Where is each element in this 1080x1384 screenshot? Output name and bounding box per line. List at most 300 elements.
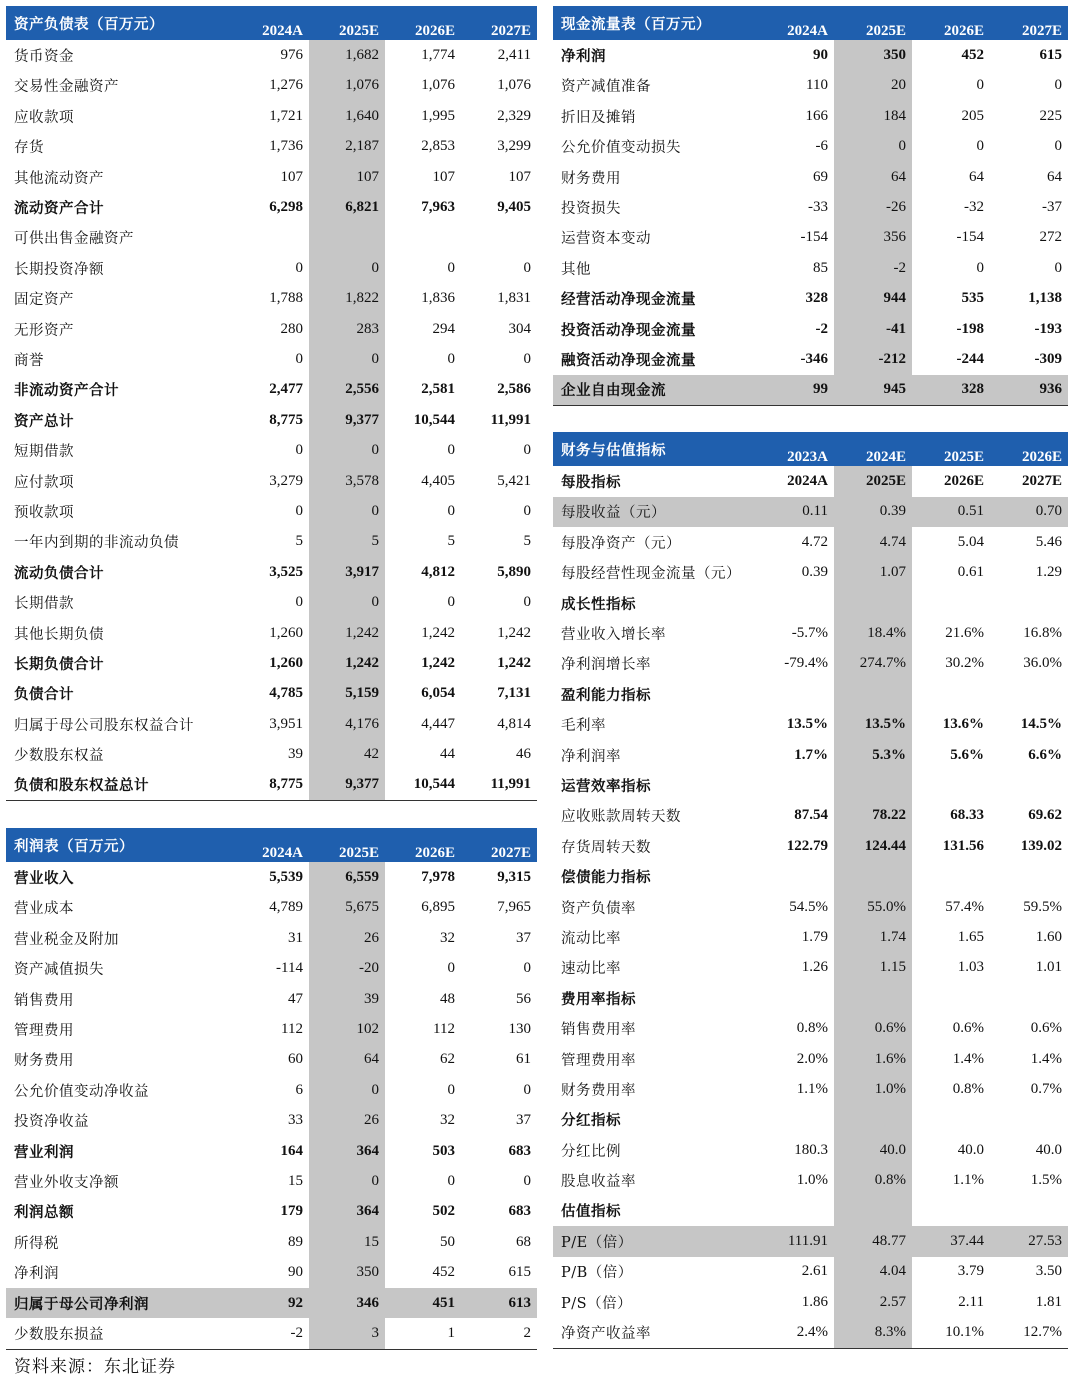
cell-value: 1.0% [834,1074,912,1104]
row-label: 融资活动净现金流量 [561,351,696,369]
cell-value [912,1196,990,1226]
cell-value [912,1105,990,1135]
cell-value: 944 [834,284,912,314]
table-row [6,192,537,222]
year-header: 2026E [385,6,461,40]
cell-value: -346 [800,350,828,367]
table-row [553,71,1068,101]
cell-value: 90 [288,1264,303,1281]
cell-value: 364 [309,1197,385,1227]
cell-value: 9,405 [497,199,531,216]
cell-value: 502 [432,1203,455,1220]
cell-value: 15 [288,1172,303,1189]
cell-value: 0.7% [1030,1080,1062,1097]
table-row [553,710,1068,740]
cell-value: 112 [433,1021,455,1038]
cell-value: 5.6% [950,746,984,763]
row-label: 营业收入增长率 [561,627,666,644]
table-row [553,132,1068,162]
cell-value: -154 [800,229,828,246]
cell-value: 107 [280,168,303,185]
cell-value: 1,076 [497,77,531,94]
cell-value: 0.8% [796,1020,828,1037]
year-header: 2023A [756,432,834,466]
table-row [6,618,537,648]
cell-value [756,679,834,709]
table-row [553,1317,1068,1348]
row-label: 财务费用 [561,170,621,187]
cell-value: 1.15 [834,953,912,983]
table-row [6,162,537,192]
row-label: 非流动资产合计 [14,382,119,400]
cell-value: 3,578 [309,466,385,496]
cell-value: 4,176 [309,709,385,739]
cell-value: 13.5% [786,716,828,733]
cell-value: 2,477 [269,381,303,398]
row-label: 盈利能力指标 [561,686,651,704]
row-label: 少数股东权益 [14,748,104,765]
row-label: 交易性金融资产 [14,79,119,96]
cell-value: 1,076 [421,77,455,94]
cell-value: 0 [1054,77,1062,94]
row-label: 净资产收益率 [553,1317,756,1348]
cell-value: 4.04 [834,1257,912,1287]
cell-value: -37 [1042,199,1062,216]
row-label: 营业税金及附加 [14,931,119,948]
cell-value: 78.22 [834,801,912,831]
row-label: 财务费用率 [561,1082,636,1099]
cell-value: 0.39 [801,564,828,581]
cell-value: 1,242 [497,654,531,671]
table-title: 现金流量表（百万元） [553,6,756,40]
cell-value: 3,917 [309,557,385,587]
cell-value: 42 [309,739,385,769]
cell-value: 0 [309,253,385,283]
row-label: 速动比率 [561,961,621,978]
table-row [553,192,1068,222]
cell-value [756,588,834,618]
table-row [553,558,1068,588]
cell-value: 39 [309,984,385,1014]
cell-value: -309 [1034,350,1062,367]
row-label: 投资损失 [561,201,621,218]
cell-value: 111.91 [756,1226,834,1256]
row-label: 经营活动净现金流量 [561,291,696,309]
cell-value [990,770,1068,800]
cell-value: 57.4% [945,898,984,915]
table-row [6,527,537,557]
cell-value: 1.0% [796,1172,828,1189]
cell-value: 0 [309,1075,385,1105]
cell-value: 1,242 [421,654,455,671]
cell-value: 0 [1054,138,1062,155]
cell-value: 30.2% [945,655,984,672]
cell-value: 0 [976,77,984,94]
year-header: 2026E [385,828,461,862]
table-row [553,497,1068,527]
row-label: 公允价值变动损失 [561,140,681,157]
cell-value: 2025E [834,466,912,496]
row-label: 存货周转天数 [561,839,651,856]
row-label: 销售费用 [14,992,74,1009]
cell-value: 1,788 [269,290,303,307]
cell-value: 10.1% [912,1317,990,1348]
cell-value: 0 [447,259,455,276]
cell-value [834,1196,912,1226]
table-row [6,557,537,587]
cell-value: 31 [288,929,303,946]
cell-value: 166 [805,107,828,124]
cell-value: 5,421 [497,472,531,489]
cell-value: 1,242 [497,624,531,641]
row-label: 存货 [14,140,44,157]
cell-value: 2.0% [796,1050,828,1067]
cell-value: 1.65 [957,928,984,945]
table-row [553,223,1068,253]
cell-value: 11,991 [461,770,537,801]
table-row [6,71,537,101]
cell-value: 1.1% [952,1172,984,1189]
income-statement-table [6,828,537,1350]
cell-value: 4.72 [801,533,828,550]
cell-value [912,588,990,618]
table-row [553,527,1068,557]
table-row [6,1166,537,1196]
row-label: 资产减值损失 [14,962,104,979]
cell-value: 1.03 [957,959,984,976]
row-label: 分红指标 [561,1112,621,1130]
cell-value: 54.5% [789,898,828,915]
cell-value: 1.79 [801,928,828,945]
cell-value: 61 [516,1051,531,1068]
cell-value: 10,544 [385,770,461,801]
cell-value: 1,276 [269,77,303,94]
cell-value: 48 [440,990,455,1007]
table-row [553,831,1068,861]
cell-value: 13.5% [834,710,912,740]
row-label: 固定资产 [14,292,74,309]
cell-value: 18.4% [834,618,912,648]
cell-value: 1,076 [309,71,385,101]
table-row [553,40,1068,70]
cell-value: 1,774 [421,47,455,64]
cell-value: 4,814 [497,715,531,732]
row-label: P/E（倍） [553,1226,756,1256]
cell-value: 9,315 [497,869,531,886]
table-row [6,648,537,678]
cell-value: 0 [295,594,303,611]
cell-value: 1.5% [1030,1172,1062,1189]
cell-value: 5.3% [834,740,912,770]
cell-value [834,770,912,800]
cell-value: 2 [461,1318,537,1349]
table-header-row [553,432,1068,466]
cell-value: 0.70 [990,497,1068,527]
cell-value: 5.46 [1035,533,1062,550]
cell-value: 0 [447,502,455,519]
cell-value: 1,260 [269,654,303,671]
cell-value: 85 [813,259,828,276]
cell-value: 2,853 [421,138,455,155]
cell-value: 5 [447,533,455,550]
cell-value: 36.0% [1023,655,1062,672]
cell-value: 0 [523,259,531,276]
row-label: 股息收益率 [561,1174,636,1191]
cell-value: 180.3 [794,1141,828,1158]
ratios-table [553,432,1068,1349]
row-label: 预收款项 [14,504,74,521]
table-row [6,223,537,253]
cell-value: -6 [815,138,828,155]
cell-value: -154 [956,229,984,246]
cell-value: 1,242 [309,618,385,648]
table-row [553,1226,1068,1256]
table-row [553,1013,1068,1043]
cell-value: 107 [309,162,385,192]
year-header: 2025E [834,6,912,40]
table-row [553,649,1068,679]
cell-value: 0.6% [1030,1020,1062,1037]
cell-value: 102 [309,1014,385,1044]
cell-value: 0 [523,1081,531,1098]
row-label: 商誉 [14,352,44,369]
cell-value: 2.11 [958,1293,984,1310]
cell-value: 90 [813,47,828,64]
cell-value: 5,675 [309,893,385,923]
cell-value: 0 [1054,259,1062,276]
cell-value: 37 [516,929,531,946]
row-label: 净利润 [14,1266,59,1283]
table-row [6,1045,537,1075]
cell-value: 5,159 [309,679,385,709]
table-row [6,466,537,496]
cell-value: 945 [834,375,912,406]
cell-value: 1,721 [269,107,303,124]
table-row [6,679,537,709]
table-row [553,1165,1068,1195]
cell-value: 1,831 [497,290,531,307]
year-header: 2024A [756,6,834,40]
table-row [6,923,537,953]
year-header: 2026E [912,6,990,40]
cell-value: 7,131 [497,685,531,702]
cell-value: 1.01 [1035,959,1062,976]
year-header: 2027E [461,6,537,40]
row-label: 无形资产 [14,322,74,339]
row-label: 应收账款周转天数 [561,809,681,826]
cell-value: 4,785 [269,685,303,702]
table-row [6,1106,537,1136]
row-label: 长期借款 [14,596,74,613]
cell-value: 3.50 [1035,1263,1062,1280]
cell-value: 1.7% [794,746,828,763]
cell-value: 0 [447,1081,455,1098]
cell-value: 1 [385,1318,461,1349]
cell-value [756,861,834,891]
table-row [553,679,1068,709]
cell-value: 0 [447,960,455,977]
table-row [553,1105,1068,1135]
row-label: 长期投资净额 [14,261,104,278]
cell-value: -41 [834,314,912,344]
cell-value: 164 [280,1142,303,1159]
table-row [6,344,537,374]
cell-value [834,679,912,709]
year-header: 2024E [834,432,912,466]
cell-value: 1.29 [1035,564,1062,581]
cell-value: 0 [309,587,385,617]
cell-value: 1.1% [796,1080,828,1097]
cell-value: 68 [516,1233,531,1250]
cell-value: 0.61 [957,564,984,581]
cell-value: 20 [834,71,912,101]
table-row [6,253,537,283]
cell-value: 1.4% [952,1050,984,1067]
cell-value: 50 [440,1233,455,1250]
table-row [6,132,537,162]
cell-value: 64 [834,162,912,192]
table-row [6,1257,537,1287]
table-title: 资产负债表（百万元） [6,6,233,40]
row-label: 运营资本变动 [561,231,651,248]
cell-value: 139.02 [1020,837,1062,854]
cell-value: 0.6% [952,1020,984,1037]
cell-value: 12.7% [990,1317,1068,1348]
cell-value: 1.81 [1035,1293,1062,1310]
cell-value: 87.54 [794,807,828,824]
cell-value [834,588,912,618]
cell-value [309,223,385,253]
table-row [553,1074,1068,1104]
row-label: 营业收入 [14,870,74,888]
year-header: 2027E [990,6,1068,40]
row-label: 归属于母公司股东权益合计 [14,717,194,734]
cell-value: 0 [523,594,531,611]
cell-value: 10,544 [413,411,455,428]
source-note: 资料来源：东北证券 [14,1357,176,1377]
cell-value: 26 [309,1106,385,1136]
table-row [6,405,537,435]
year-header: 2025E [309,828,385,862]
cell-value: 8,775 [269,411,303,428]
cell-value: 4,789 [269,899,303,916]
table-row [553,922,1068,952]
cell-value: 615 [508,1264,531,1281]
cell-value: 1.4% [1030,1050,1062,1067]
cell-value: 0.8% [834,1165,912,1195]
table-header-row [6,828,537,862]
table-row [553,588,1068,618]
table-row [6,770,537,801]
row-label: 应收款项 [14,109,74,126]
cell-value: 40.0 [1035,1141,1062,1158]
table-title: 利润表（百万元） [6,828,233,862]
cell-value: 280 [280,320,303,337]
cell-value: 7,965 [497,899,531,916]
cell-value: 1,260 [269,624,303,641]
cell-value: 2027E [1021,473,1062,490]
table-row [553,770,1068,800]
cell-value: 1.60 [1035,928,1062,945]
row-label: 货币资金 [14,49,74,66]
cell-value: 2,581 [421,381,455,398]
cell-value: 4.74 [834,527,912,557]
row-label: 净利润增长率 [561,657,651,674]
row-label: 费用率指标 [561,990,636,1008]
row-label: 长期负债合计 [14,655,104,673]
cell-value: 0 [295,442,303,459]
row-label: 管理费用 [14,1023,74,1040]
row-label: 营业成本 [14,901,74,918]
row-label: 偿债能力指标 [561,869,651,887]
cell-value: 21.6% [945,625,984,642]
table-row [553,983,1068,1013]
cell-value: 3 [309,1318,385,1349]
year-header: 2025E [912,432,990,466]
row-label: 流动比率 [561,930,621,947]
cell-value: 37 [516,1112,531,1129]
cell-value: -20 [309,954,385,984]
cell-value: 0 [447,594,455,611]
cell-value: -2 [233,1318,309,1349]
row-label: 分红比例 [561,1143,621,1160]
row-label: 投资净收益 [14,1114,89,1131]
table-row [6,314,537,344]
table-row [6,1075,537,1105]
cell-value: 44 [440,746,455,763]
cell-value: 350 [834,40,912,70]
row-label: 一年内到期的非流动负债 [14,535,179,552]
table-row [553,953,1068,983]
cell-value: 328 [912,375,990,406]
cell-value: 64 [309,1045,385,1075]
row-label: 每股收益（元） [553,497,756,527]
year-header: 2024A [233,6,309,40]
cell-value: 683 [508,1203,531,1220]
row-label: 每股经营性现金流量（元） [561,566,741,583]
row-label: 财务费用 [14,1053,74,1070]
row-label: 短期借款 [14,444,74,461]
cell-value: 47 [288,990,303,1007]
table-row [553,375,1068,406]
cell-value [461,223,537,253]
cell-value: 2024A [787,473,828,490]
cell-value: -79.4% [784,655,828,672]
cell-value: 0.51 [912,497,990,527]
cell-value: 0 [309,1166,385,1196]
cell-value: 5,539 [269,869,303,886]
cell-value: 55.0% [834,892,912,922]
cell-value: 0 [976,138,984,155]
cell-value: 46 [516,746,531,763]
year-header: 2026E [990,432,1068,466]
cell-value: 451 [385,1288,461,1318]
cell-value: 48.77 [834,1226,912,1256]
table-row [6,1014,537,1044]
cell-value: -2 [834,253,912,283]
table-row [553,344,1068,374]
table-row [6,1136,537,1166]
row-label: 流动负债合计 [14,564,104,582]
row-label: 折旧及摊销 [561,109,636,126]
cell-value [756,1196,834,1226]
cell-value: 64 [969,168,984,185]
table-row [553,892,1068,922]
table-row [6,709,537,739]
cell-value: 1,822 [309,284,385,314]
row-label: 营业利润 [14,1143,74,1161]
cell-value: 8,775 [233,770,309,801]
